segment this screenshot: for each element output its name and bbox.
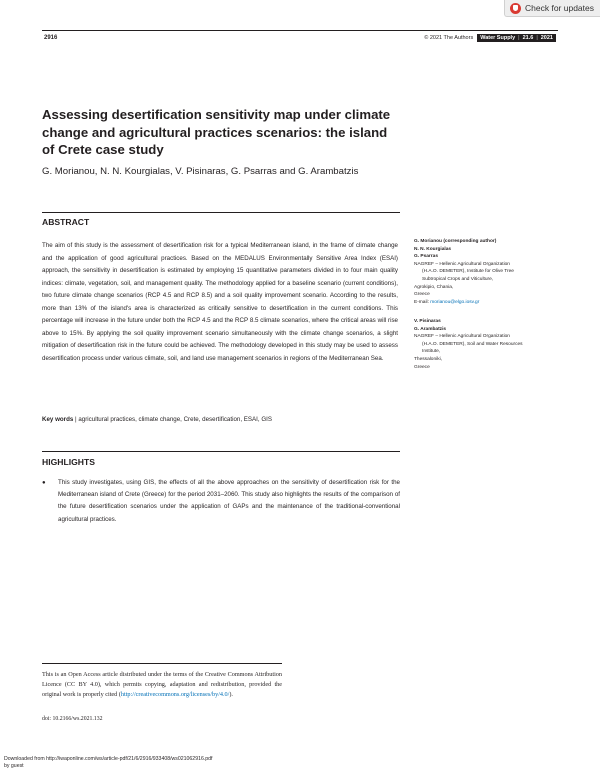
download-line: by guest — [4, 762, 24, 769]
license-text: This is an Open Access article distributed under the terms of the Creative Commons Attribution Licence (CC BY 4.0), which permits copying, adaptation and redistribution, provided the original work is properly cited — [42, 671, 282, 698]
check-for-updates-button[interactable] — [504, 0, 600, 17]
journal-volume: 21.6 — [522, 35, 534, 41]
separator: | — [518, 35, 520, 41]
bullet-icon: ● — [42, 480, 46, 486]
check-for-updates-label: Check for updates — [525, 3, 594, 13]
author-affiliation-name: G. Morianou (corresponding author) — [414, 239, 497, 244]
email-link[interactable]: morianou@elgo.iosv.gr — [430, 299, 480, 305]
download-line: Downloaded from http://iwaponline.com/ws/article-pdf/21/6/2916/933408/ws021062916.pdf — [4, 756, 213, 762]
doi: doi: 10.2166/ws.2021.132 — [42, 716, 103, 722]
affiliation-block-1 — [414, 238, 554, 306]
affiliation-line: Institute, — [422, 349, 441, 355]
email-line — [414, 299, 554, 307]
journal-name: Water Supply — [480, 35, 516, 41]
license-notice — [42, 670, 282, 699]
highlights-heading: HIGHLIGHTS — [42, 457, 95, 467]
license-paren-close: ). — [229, 690, 233, 698]
copyright-notice: © 2021 The Authors — [424, 35, 474, 41]
affiliation-block-2 — [414, 318, 554, 371]
license-link[interactable]: http://creativecommons.org/licenses/by/4.0/ — [120, 690, 230, 698]
author-affiliation-name: N. N. Kourgialas — [414, 246, 452, 252]
affiliation-line: (H.A.O. DEMETER), Soil and Water Resources — [422, 341, 523, 347]
affiliation-line: NAGREF – Hellenic Agricultural Organization — [414, 334, 510, 340]
article-title: Assessing desertification sensitivity map under climate change and agricultural practices scenarios: the island of Crete case study — [42, 107, 391, 157]
affiliation-line: NAGREF – Hellenic Agricultural Organization — [414, 261, 510, 267]
highlight-item — [42, 477, 400, 526]
author-affiliation-name: G. Arambatzis — [414, 326, 447, 332]
journal-year: 2021 — [540, 35, 553, 41]
keywords-label: Key words — [42, 416, 74, 423]
affiliation-line: (H.A.O. DEMETER), Institute for Olive Tree — [422, 269, 514, 275]
highlight-text: This study investigates, using GIS, the effects of all the above approaches on the sensitivity of desertification risk for the Mediterranean island of Crete (Greece) for the period 2031–2060. This study also highlights the results of the comparison of the future desertification scenarios under the application of GAPs and the maintenance of the traditional-conventional agricultural practices. — [58, 479, 400, 523]
abstract-body: The aim of this study is the assessment of desertification risk for a typical Mediterranean island, in the frame of climate change and the application of good agricultural practices. Based on the MEDALUS Environmentally Sensitive Area Index (ESAI) approach, the sensitivity in desertification is estimated by employing 15 quantitative parameters divided in to four main quality indices: climate, vegetation, soil, and management quality. The methodology applied for a baseline scenario (current conditions), two future climate change scenarios (RCP 4.5 and RCP 8.5) and a soil quality improvement scenario. According to the results, more than 13% of the island's area is characterized as critically sensitive to desertification in the current conditions. This percentage will increase in the future under both the RCP 4.5 and the RCP 8.5 climate scenarios, where the critical areas will rise above to 15%. By applying the soil quality improvement scenario simultaneously with the climate change scenarios, a slight mitigation of desertification risk in the future could be achieved. The methodology developed in this study may be used to assess desertification process under various climate, soil, and land use management scenarios in regions of the Mediterranean Sea. — [42, 242, 398, 362]
journal-band — [477, 34, 556, 42]
download-notice — [4, 756, 213, 769]
separator: | — [536, 35, 538, 41]
highlights-rule — [42, 451, 400, 452]
email-label: E-mail: — [414, 299, 431, 305]
abstract-rule — [42, 212, 400, 213]
author-affiliation-name: G. Psarras — [414, 254, 439, 260]
abstract-heading: ABSTRACT — [42, 217, 90, 227]
keywords-list: | agricultural practices, climate change, Crete, desertification, ESAI, GIS — [75, 416, 272, 423]
author-list: G. Morianou, N. N. Kourgialas, V. Pisinaras, G. Psarras and G. Arambatzis — [42, 166, 359, 177]
running-header — [424, 34, 556, 42]
author-affiliation-name: V. Pisinaras — [414, 319, 441, 324]
keywords — [42, 416, 400, 423]
affiliation-line: Greece — [414, 292, 430, 298]
header-rule — [42, 30, 558, 31]
page-number: 2916 — [44, 35, 58, 41]
affiliation-line: Agrokipio, Chania, — [414, 284, 454, 290]
license-paren-open: ( — [118, 690, 121, 698]
affiliation-line: Subtropical Crops and Viticulture, — [422, 276, 494, 282]
affiliation-line: Greece — [414, 364, 430, 370]
footnote-rule — [42, 663, 282, 664]
crossmark-icon — [510, 3, 521, 14]
affiliation-line: Thessaloniki, — [414, 356, 442, 362]
